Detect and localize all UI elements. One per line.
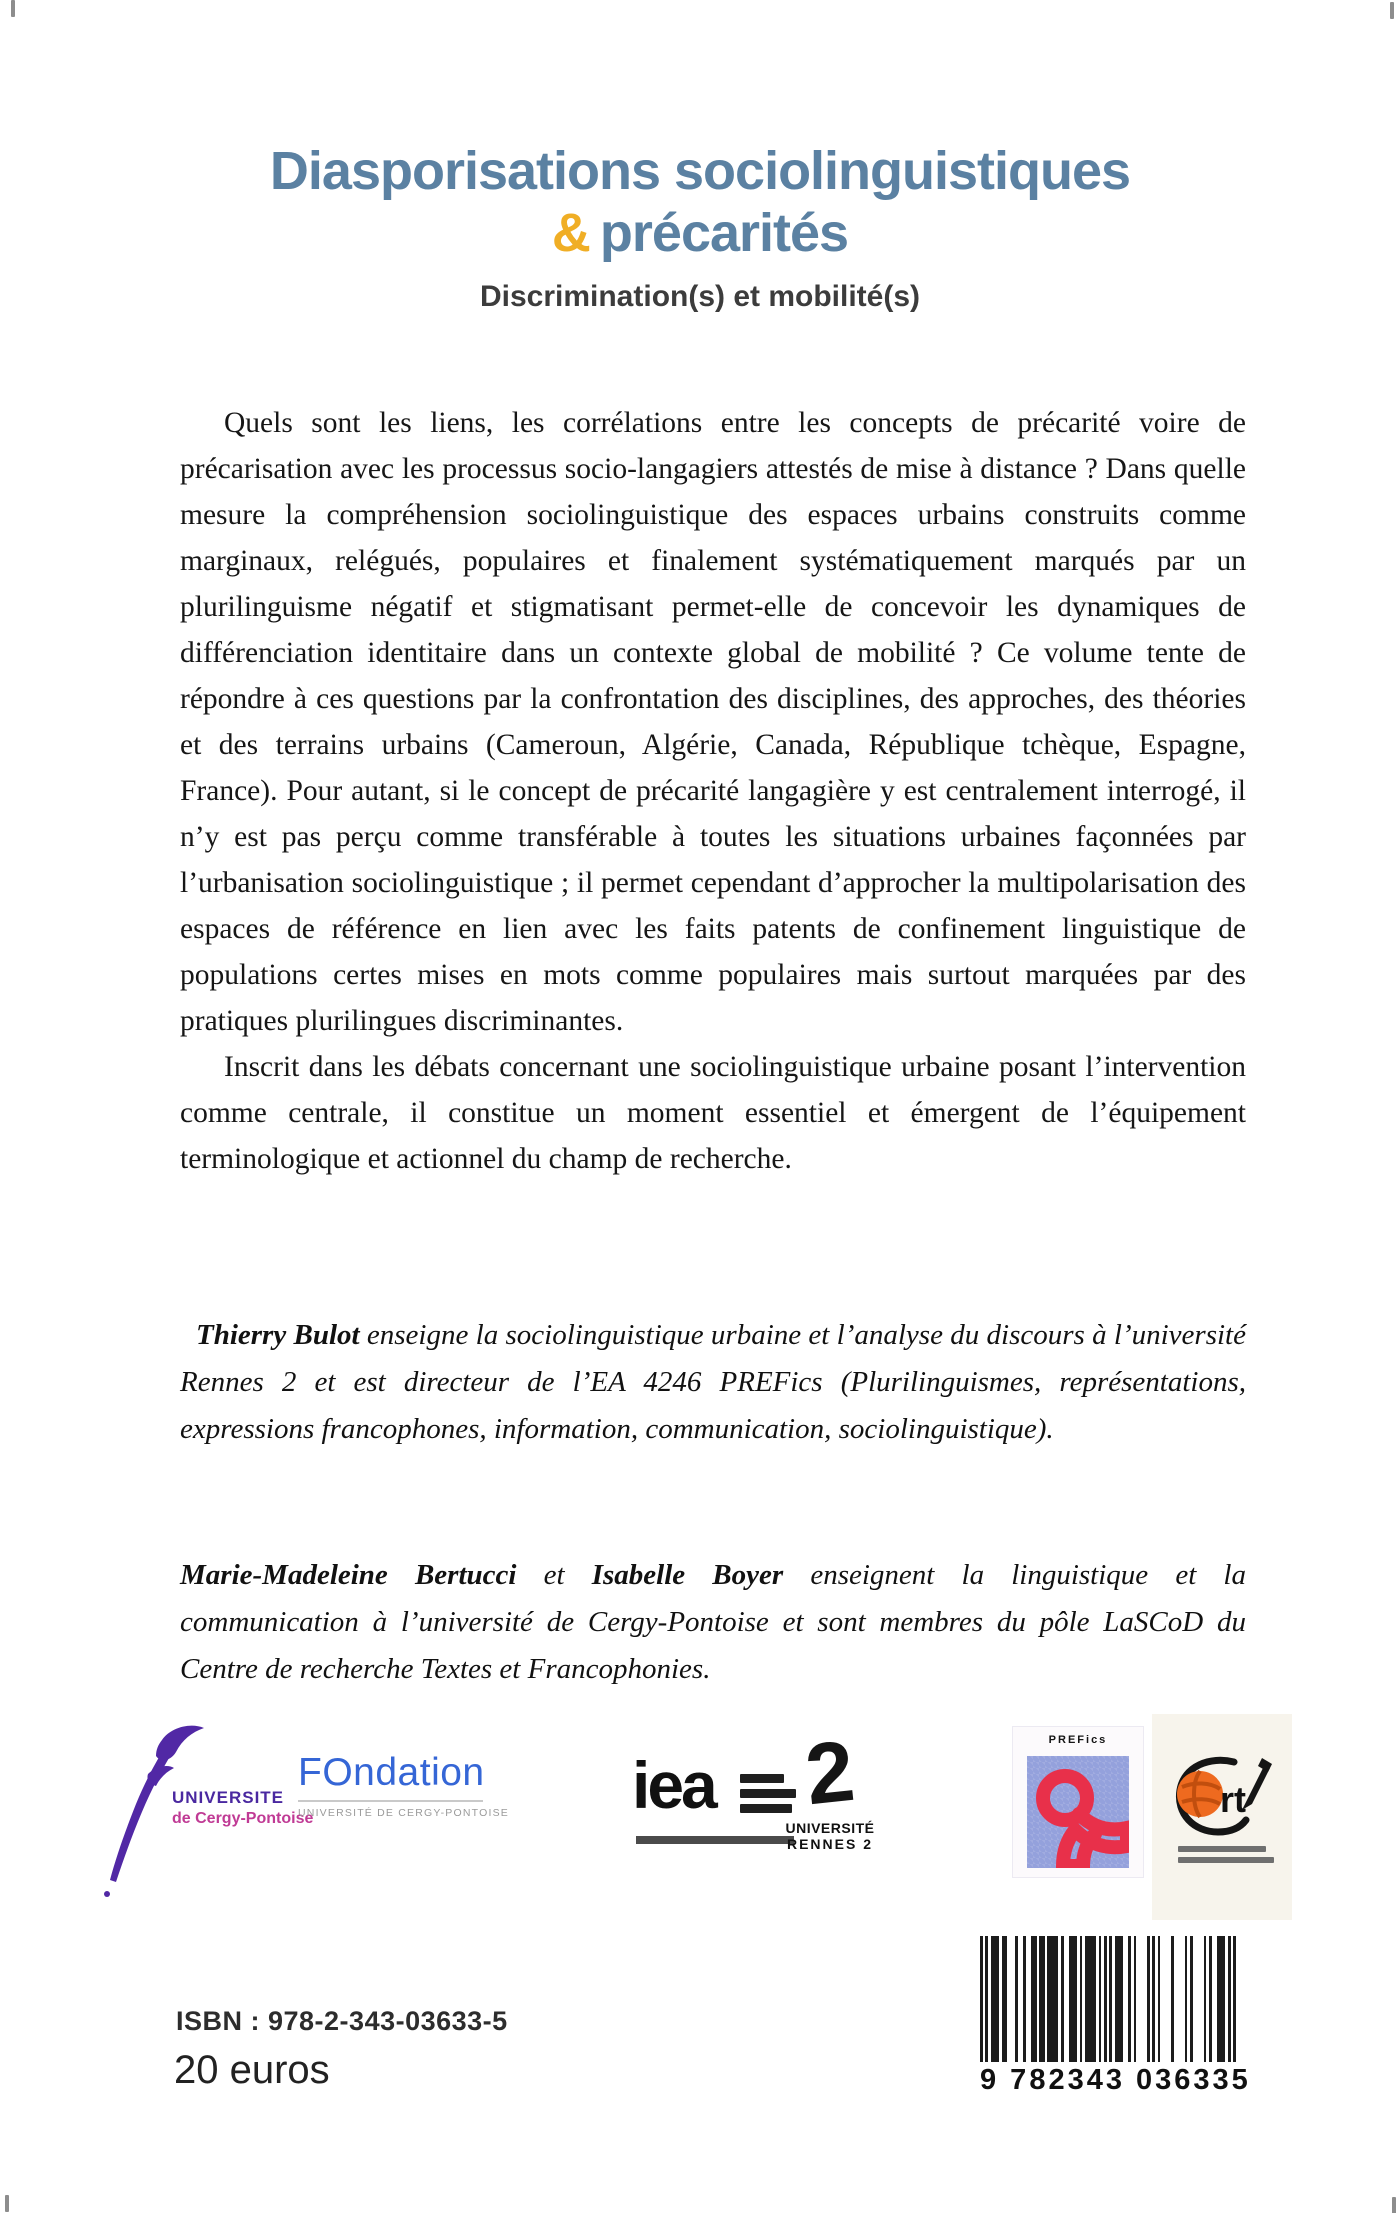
crtf-research-center-logo	[1152, 1714, 1292, 1920]
prefics-label: PREFics	[1048, 1734, 1108, 1746]
barcode-bars	[980, 1936, 1240, 2062]
price-text: 20 euros	[174, 2048, 330, 2092]
iea-wordmark: iea	[632, 1748, 715, 1822]
crop-mark-bottom-right	[1392, 2197, 1396, 2213]
author-bio-2-text: enseignent la linguistique et la communication à l’université de Cergy-Pontoise et sont membres du pôle LaSCoD du Centre de recherche Textes et Francophonies.	[180, 1559, 1246, 1685]
ucp-logo-line1: UNIVERSITE	[172, 1788, 285, 1807]
author-name-thierry-bulot: Thierry Bulot	[196, 1319, 360, 1351]
crtf-globe-pen-icon	[1170, 1754, 1274, 1846]
rennes2-logo-line2: RENNES 2	[786, 1836, 874, 1852]
book-title-line2-text: précarités	[599, 203, 849, 263]
book-title-line2	[0, 202, 1400, 264]
crop-mark-top-left	[11, 0, 15, 17]
bio-connector: et	[516, 1559, 592, 1591]
book-subtitle: Discrimination(s) et mobilité(s)	[479, 280, 921, 313]
barcode-digits: 9 782343 036335	[980, 2064, 1251, 2096]
rennes2-university-logo	[775, 1722, 885, 1870]
synopsis	[180, 400, 1246, 1182]
synopsis-paragraph-2: Inscrit dans les débats concernant une sociolinguistique urbaine posant l’intervention comme centrale, il constitue un moment essentiel et émergent de l’équipement terminologique et actionnel du champ de recherche.	[180, 1051, 1246, 1175]
rennes2-glyph-icon: 2	[801, 1722, 859, 1824]
crtf-small-text	[1178, 1846, 1274, 1863]
book-title-line1: Diasporisations sociolinguistiques	[269, 141, 1131, 201]
crop-mark-top-right	[1390, 2, 1394, 19]
barcode	[980, 1936, 1251, 2097]
author-bio-bertucci-boyer	[180, 1552, 1246, 1693]
synopsis-paragraph-1: Quels sont les liens, les corrélations entre les concepts de précarité voire de précarisation avec les processus socio-langagiers attestés de mise à distance ? Dans quelle mesure la compréhension sociolinguistique des espaces urbains construits comme marginaux, relégués, populaires et finalement systématiquement marqués par un plurilinguisme négatif et stigmatisant permet-elle de concevoir les dynamiques de différenciation identitaire dans un contexte global de mobilité ? Ce volume tente de répondre à ces questions par la confrontation des disciplines, des approches, des théories et des terrains urbains (Cameroun, Algérie, Canada, République tchèque, Espagne, France). Pour autant, si le concept de précarité langagière y est centralement interrogé, il n’y est pas perçu comme transférable à toutes les situations urbaines façonnées par l’urbanisation sociolinguistique ; il permet cependant d’approcher la multipolarisation des espaces de référence en lien avec les faits patents de confinement linguistique de populations certes mises en mots comme populaires mais surtout marquées par des pratiques plurilingues discriminantes.	[180, 407, 1246, 1037]
prefics-lab-logo	[1012, 1726, 1144, 1878]
ampersand: &	[551, 203, 590, 263]
author-bio-1-text: enseigne la sociolinguistique urbaine et l’analyse du discours à l’université Rennes 2 et est directeur de l’EA 4246 PREFics (Plurilinguismes, représentations, expressions francophones, information, communication, sociolinguistique).	[180, 1319, 1246, 1445]
author-name-boyer: Isabelle Boyer	[591, 1559, 784, 1591]
fondation-wordmark: FOndation	[298, 1751, 485, 1794]
svg-text:rt: rt	[1220, 1779, 1246, 1820]
ucp-logo-line2: de Cergy-Pontoise	[172, 1810, 314, 1827]
author-bio-thierry-bulot	[180, 1312, 1246, 1453]
title-block	[0, 140, 1400, 314]
rennes2-logo-line1: UNIVERSITÉ	[785, 1820, 875, 1836]
prefics-emblem-icon	[1027, 1756, 1129, 1868]
crop-mark-bottom-left	[5, 2195, 9, 2212]
iea-subline-text	[636, 1836, 794, 1844]
fondation-logo	[298, 1751, 509, 1842]
isbn-text: ISBN : 978-2-343-03633-5	[176, 2006, 508, 2036]
fondation-divider	[298, 1800, 483, 1802]
fondation-tagline: UNIVERSITÉ DE CERGY-PONTOISE	[298, 1807, 509, 1819]
author-name-bertucci: Marie-Madeleine Bertucci	[180, 1559, 517, 1591]
